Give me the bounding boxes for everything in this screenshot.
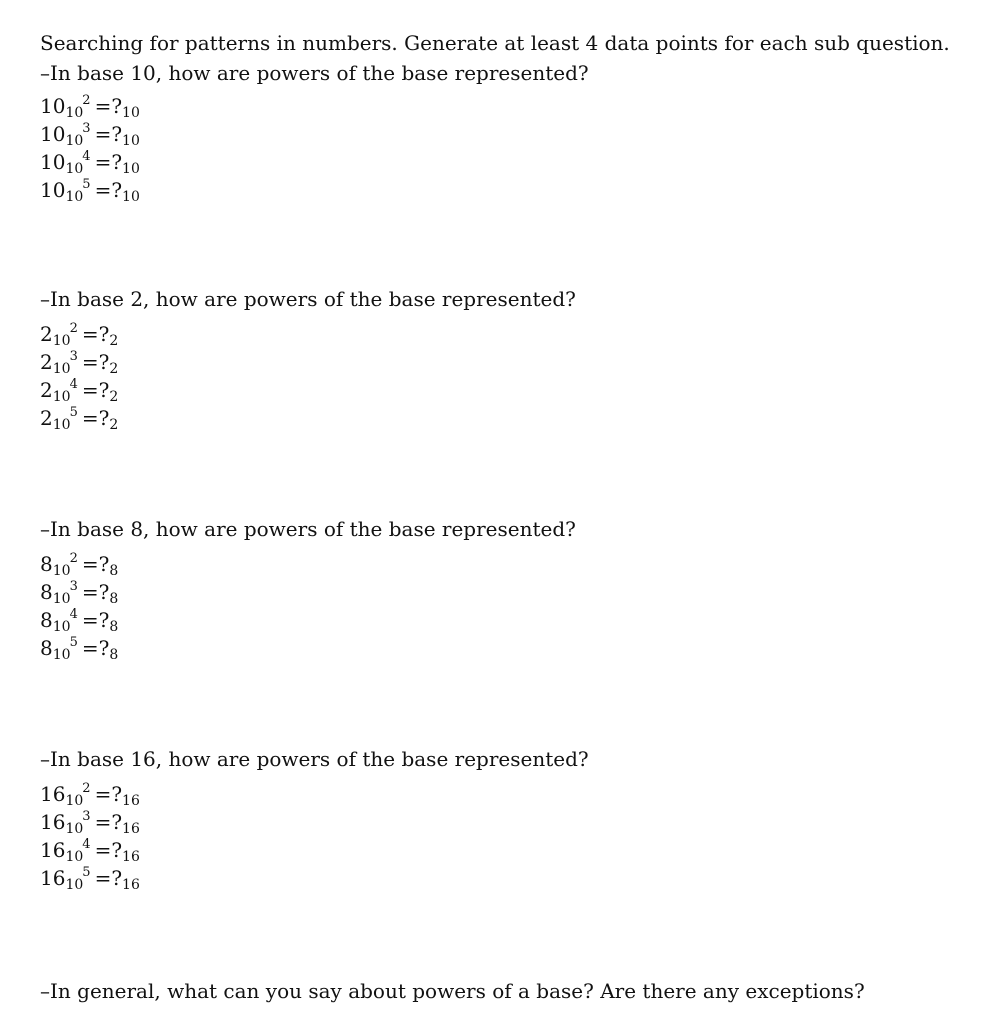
equation-row: $16_{10}^5$ $=?_{16}$ bbox=[40, 865, 140, 893]
equation-row: $10_{10}^5$ $=?_{10}$ bbox=[40, 177, 140, 205]
equation-row: $8_{10}^3$ $=?_8$ bbox=[40, 579, 119, 607]
section-question: –In base 8, how are powers of the base represented? bbox=[40, 517, 576, 541]
equation-row: $8_{10}^4$ $=?_8$ bbox=[40, 607, 119, 635]
equation-row: $10_{10}^2$ $=?_{10}$ bbox=[40, 93, 140, 121]
section-question: –In base 2, how are powers of the base represented? bbox=[40, 287, 576, 311]
equation-row: $2_{10}^3$ $=?_2$ bbox=[40, 349, 119, 377]
section-question: –In base 16, how are powers of the base represented? bbox=[40, 747, 589, 771]
equation-row: $16_{10}^4$ $=?_{16}$ bbox=[40, 837, 140, 865]
equation-row: $2_{10}^4$ $=?_2$ bbox=[40, 377, 119, 405]
section-question: –In base 10, how are powers of the base represented? bbox=[40, 61, 589, 85]
equation-row: $16_{10}^2$ $=?_{16}$ bbox=[40, 781, 140, 809]
equation-row: $2_{10}^5$ $=?_2$ bbox=[40, 405, 119, 433]
intro-text: Searching for patterns in numbers. Generate at least 4 data points for each sub question. bbox=[40, 31, 950, 55]
equation-row: $10_{10}^4$ $=?_{10}$ bbox=[40, 149, 140, 177]
equation-row: $10_{10}^3$ $=?_{10}$ bbox=[40, 121, 140, 149]
equation-row: $8_{10}^5$ $=?_8$ bbox=[40, 635, 119, 663]
closing-question: –In general, what can you say about powers of a base? Are there any exceptions? bbox=[40, 979, 865, 1003]
equation-row: $2_{10}^2$ $=?_2$ bbox=[40, 321, 119, 349]
equation-row: $16_{10}^3$ $=?_{16}$ bbox=[40, 809, 140, 837]
equation-row: $8_{10}^2$ $=?_8$ bbox=[40, 551, 119, 579]
